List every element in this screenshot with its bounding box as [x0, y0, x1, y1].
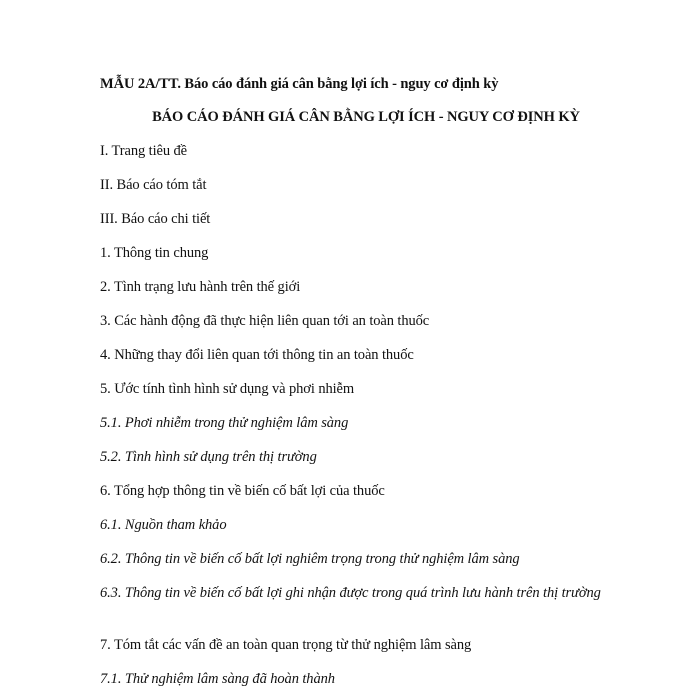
section-heading: II. Báo cáo tóm tắt — [100, 177, 207, 193]
sub-list-item: 5.2. Tình hình sử dụng trên thị trường — [100, 449, 317, 465]
list-item: 5. Ước tính tình hình sử dụng và phơi nhiễm — [100, 381, 355, 397]
sub-list-item: 6.3. Thông tin về biến cố bất lợi ghi nhận được trong quá trình lưu hành trên thị trường — [100, 585, 601, 601]
sub-list-item: 6.1. Nguồn tham khảo — [100, 517, 227, 533]
list-item: 3. Các hành động đã thực hiện liên quan tới an toàn thuốc — [100, 313, 430, 329]
list-item: 4. Những thay đổi liên quan tới thông tin an toàn thuốc — [100, 347, 414, 363]
list-item: 7. Tóm tắt các vấn đề an toàn quan trọng từ thử nghiệm lâm sàng — [100, 637, 472, 653]
sub-list-item: 7.1. Thử nghiệm lâm sàng đã hoàn thành — [100, 671, 335, 687]
section-heading: III. Báo cáo chi tiết — [100, 211, 211, 227]
document-title: BÁO CÁO ĐÁNH GIÁ CÂN BẰNG LỢI ÍCH - NGUY CƠ ĐỊNH KỲ — [152, 109, 580, 125]
list-item: 2. Tình trạng lưu hành trên thế giới — [100, 279, 301, 295]
sub-list-item: 6.2. Thông tin về biến cố bất lợi nghiêm trọng trong thử nghiệm lâm sàng — [100, 551, 520, 567]
sub-list-item: 5.1. Phơi nhiễm trong thử nghiệm lâm sàng — [100, 415, 349, 431]
list-item: 1. Thông tin chung — [100, 245, 209, 261]
list-item: 6. Tổng hợp thông tin về biến cố bất lợi của thuốc — [100, 483, 385, 499]
section-heading: I. Trang tiêu đề — [100, 143, 188, 159]
document-header: MẪU 2A/TT. Báo cáo đánh giá cân bằng lợi ích - nguy cơ định kỳ — [100, 76, 499, 92]
